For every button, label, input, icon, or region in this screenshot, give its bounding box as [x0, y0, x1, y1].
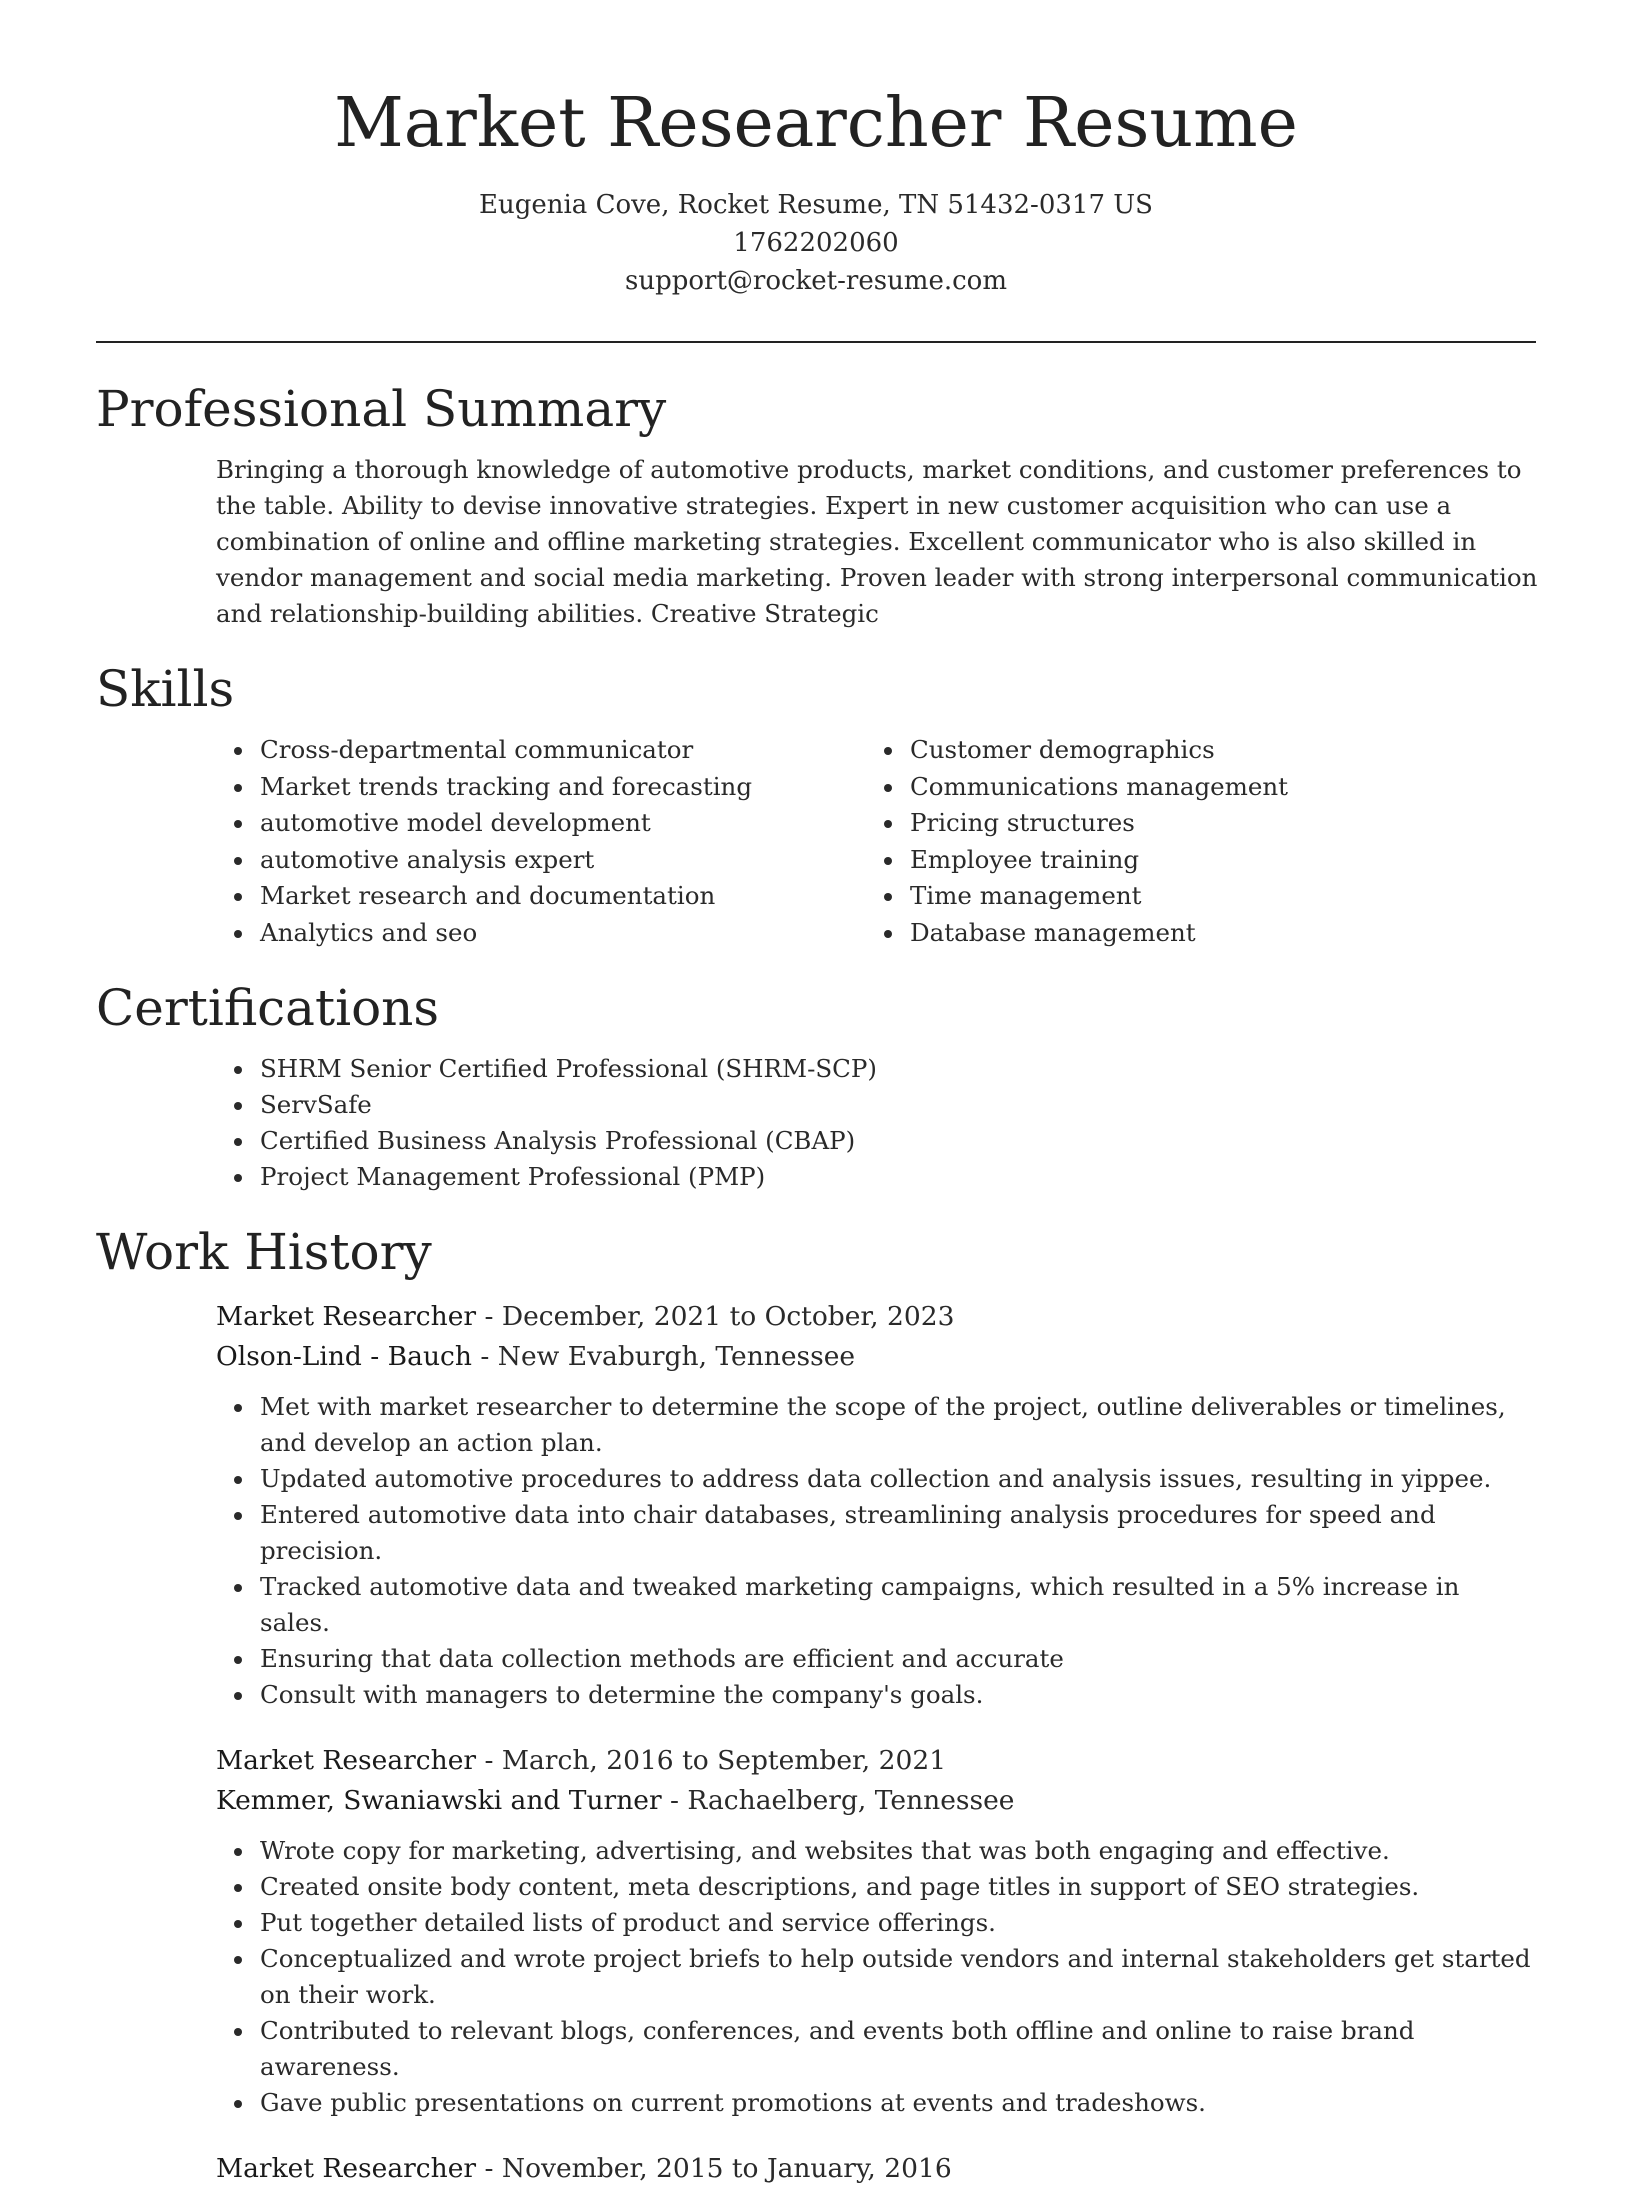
job-title: Market Researcher [216, 2153, 477, 2184]
job-bullet: • Put together detailed lists of product and service offerings. [256, 1905, 1536, 1941]
job-title: Market Researcher [216, 1301, 477, 1332]
job-bullet: • Wrote copy for marketing, advertising, and websites that was both engaging and effective. [256, 1833, 1536, 1869]
job-company: Olson-Lind - Bauch [216, 1341, 472, 1372]
certification-item: • Certified Business Analysis Professional (CBAP) [256, 1123, 1536, 1159]
job-dates: December, 2021 to October, 2023 [501, 1301, 955, 1332]
job-location: New Evaburgh, Tennessee [497, 1341, 856, 1372]
job-bullet: • Tracked automotive data and tweaked marketing campaigns, which resulted in a 5% increase in sales. [256, 1569, 1536, 1641]
skills-left-list [216, 732, 866, 951]
contact-phone: 1762202060 [733, 228, 899, 258]
job-company: Kemmer, Swaniawski and Turner [216, 1785, 662, 1816]
job-bullet: • Contributed to relevant blogs, conferences, and events both offline and online to raise brand awareness. [256, 2013, 1536, 2085]
contact-email: support@rocket-resume.com [624, 266, 1007, 296]
skill-item: • Analytics and seo [256, 915, 866, 952]
skill-item: • Employee training [906, 842, 1516, 879]
work-history-section [96, 1221, 1536, 2189]
skill-item: • Database management [906, 915, 1516, 952]
skill-item: • Pricing structures [906, 805, 1516, 842]
job-title-line: Market Researcher - November, 2015 to January, 2016 [216, 2153, 952, 2184]
skills-section [96, 658, 1536, 951]
skill-item: • Market research and documentation [256, 878, 866, 915]
job-bullet: • Conceptualized and wrote project briefs to help outside vendors and internal stakeholders get started on their work. [256, 1941, 1536, 2013]
job-dates: November, 2015 to January, 2016 [501, 2153, 952, 2184]
certification-item: • Project Management Professional (PMP) [256, 1159, 1536, 1195]
summary-section [96, 378, 1536, 632]
job-bullet: • Created onsite body content, meta descriptions, and page titles in support of SEO strategies. [256, 1869, 1536, 1905]
certifications-heading: Certifications [96, 979, 440, 1037]
header-divider [96, 341, 1536, 343]
summary-text: Bringing a thorough knowledge of automotive products, market conditions, and customer preferences to the table. Ability to devise innovative strategies. Expert in new customer acquisition who can use a combination of online and offline marketing strategies. Excellent communicator who is also skilled in vendor management and social media marketing. Proven leader with strong interpersonal communication and relationship-building abilities. Creative Strategic [216, 455, 1538, 628]
job-location: Rachaelberg, Tennessee [687, 1785, 1015, 1816]
job-bullet: • Consult with managers to determine the company's goals. [256, 1677, 1536, 1713]
job-bullets [216, 1833, 1536, 2121]
skill-item: • automotive analysis expert [256, 842, 866, 879]
certification-item: • SHRM Senior Certified Professional (SHRM-SCP) [256, 1051, 1536, 1087]
skill-item: • Market trends tracking and forecasting [256, 769, 866, 806]
contact-address: Eugenia Cove, Rocket Resume, TN 51432-0317 US [478, 190, 1153, 220]
skills-right-list [866, 732, 1516, 951]
skills-columns [216, 732, 1536, 951]
job-company-line: Kemmer, Swaniawski and Turner - Rachaelberg, Tennessee [216, 1785, 1015, 1816]
resume-title: Market Researcher Resume [334, 84, 1298, 163]
certifications-list [216, 1051, 1536, 1195]
job-bullet: • Entered automotive data into chair databases, streamlining analysis procedures for speed and precision. [256, 1497, 1536, 1569]
job-company-line: Olson-Lind - Bauch - New Evaburgh, Tennessee [216, 1341, 856, 1372]
skill-item: • Communications management [906, 769, 1516, 806]
summary-heading: Professional Summary [96, 380, 667, 438]
resume-content [96, 378, 1536, 2189]
job-title: Market Researcher [216, 1745, 477, 1776]
skill-item: • automotive model development [256, 805, 866, 842]
job-dates: March, 2016 to September, 2021 [501, 1745, 947, 1776]
work-history-heading: Work History [96, 1223, 432, 1281]
certifications-section [96, 977, 1536, 1195]
skills-heading: Skills [96, 660, 235, 718]
job-bullet: • Updated automotive procedures to address data collection and analysis issues, resulting in yippee. [256, 1461, 1536, 1497]
job-bullet: • Gave public presentations on current promotions at events and tradeshows. [256, 2085, 1536, 2121]
job-bullets [216, 1389, 1536, 1713]
certification-item: • ServSafe [256, 1087, 1536, 1123]
job-entry [216, 2149, 1536, 2189]
skill-item: • Cross-departmental communicator [256, 732, 866, 769]
job-entry [216, 1297, 1536, 1713]
resume-header [0, 82, 1632, 300]
skill-item: • Time management [906, 878, 1516, 915]
job-title-line: Market Researcher - December, 2021 to October, 2023 [216, 1301, 955, 1332]
job-bullet: • Met with market researcher to determine the scope of the project, outline deliverables or timelines, and develop an action plan. [256, 1389, 1536, 1461]
job-bullet: • Ensuring that data collection methods are efficient and accurate [256, 1641, 1536, 1677]
job-title-line: Market Researcher - March, 2016 to September, 2021 [216, 1745, 947, 1776]
contact-block [0, 186, 1632, 300]
job-entry [216, 1741, 1536, 2121]
skill-item: • Customer demographics [906, 732, 1516, 769]
